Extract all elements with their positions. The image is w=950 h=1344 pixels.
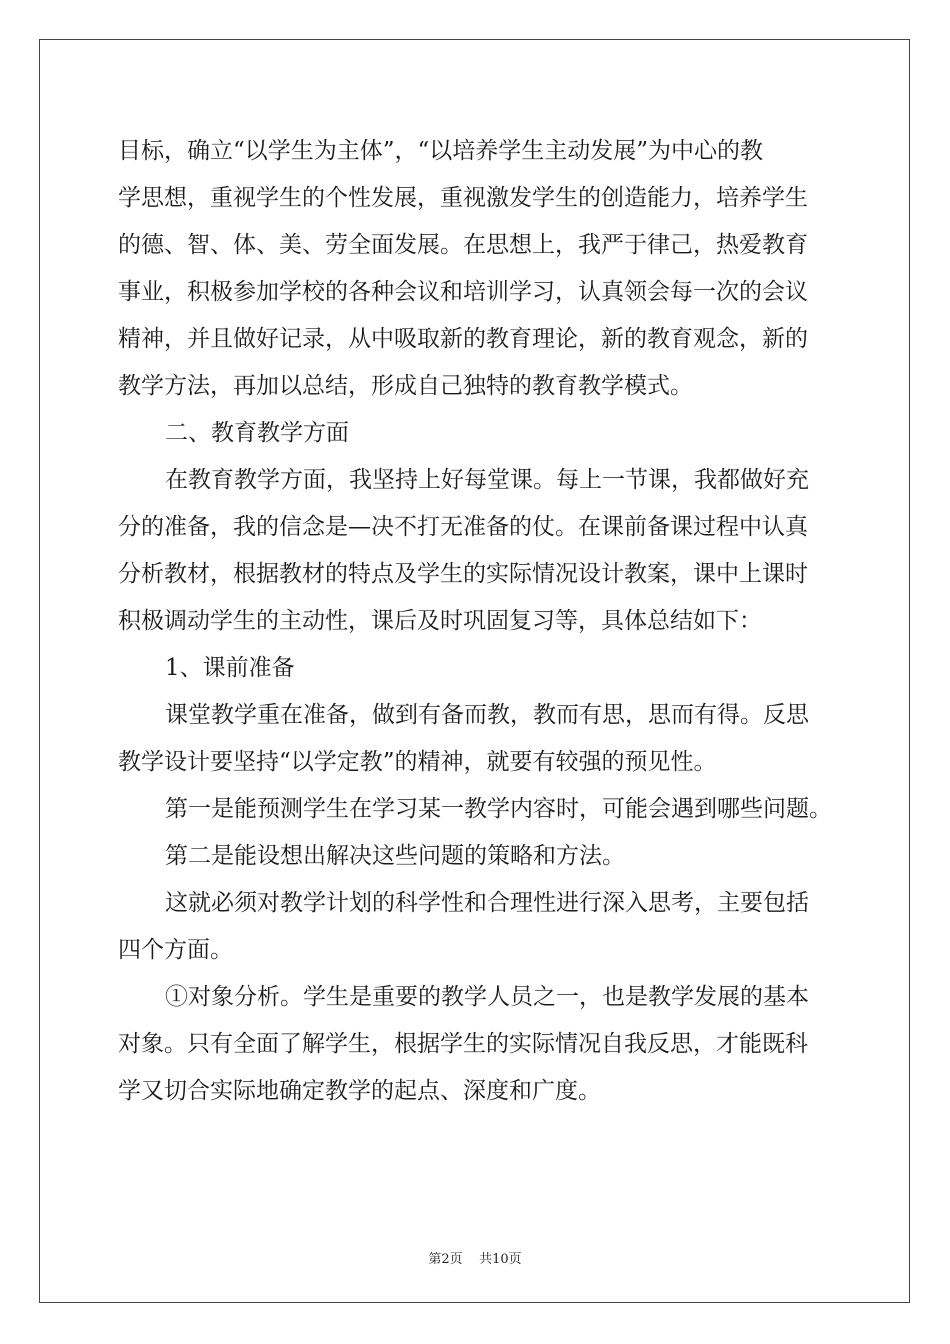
text-line: 目标，确立“以学生为主体”，“以培养学生主动发展”为中心的教 (118, 138, 764, 164)
text-line: 四个方面。 (118, 937, 233, 963)
page-number-footer: 第2页 共10页 (428, 1252, 522, 1267)
text-line: 这就必须对教学计划的科学性和合理性进行深入思考，主要包括 (165, 890, 809, 916)
subsection-heading: 1、课前准备 (165, 655, 295, 681)
text-line: 分的准备，我的信念是—决不打无准备的仗。在课前备课过程中认真 (118, 514, 808, 540)
text-line: 在教育教学方面，我坚持上好每堂课。每上一节课，我都做好充 (165, 467, 809, 493)
document-body (118, 128, 838, 1115)
section-heading: 二、教育教学方面 (165, 420, 349, 446)
text-line: ①对象分析。学生是重要的教学人员之一，也是教学发展的基本 (165, 984, 809, 1010)
text-line: 课堂教学重在准备，做到有备而教，教而有思，思而有得。反思 (165, 702, 809, 728)
text-line: 学思想，重视学生的个性发展，重视激发学生的创造能力，培养学生 (118, 185, 808, 211)
text-line: 事业，积极参加学校的各种会议和培训学习，认真领会每一次的会议 (118, 279, 808, 305)
text-line: 教学方法，再加以总结，形成自己独特的教育教学模式。 (118, 373, 693, 399)
text-line: 第二是能设想出解决这些问题的策略和方法。 (165, 843, 625, 869)
text-line: 积极调动学生的主动性，课后及时巩固复习等，具体总结如下： (118, 608, 762, 634)
text-line: 对象。只有全面了解学生，根据学生的实际情况自我反思，才能既科 (118, 1031, 808, 1057)
text-line: 精神，并且做好记录，从中吸取新的教育理论，新的教育观念，新的 (118, 326, 808, 352)
text-line: 分析教材，根据教材的特点及学生的实际情况设计教案，课中上课时 (118, 561, 808, 587)
text-line: 的德、智、体、美、劳全面发展。在思想上，我严于律己，热爱教育 (118, 232, 808, 258)
text-line: 教学设计要坚持“以学定教”的精神，就要有较强的预见性。 (118, 749, 717, 775)
text-line: 学又切合实际地确定教学的起点、深度和广度。 (118, 1078, 601, 1104)
text-line: 第一是能预测学生在学习某一教学内容时，可能会遇到哪些问题。 (165, 796, 832, 822)
